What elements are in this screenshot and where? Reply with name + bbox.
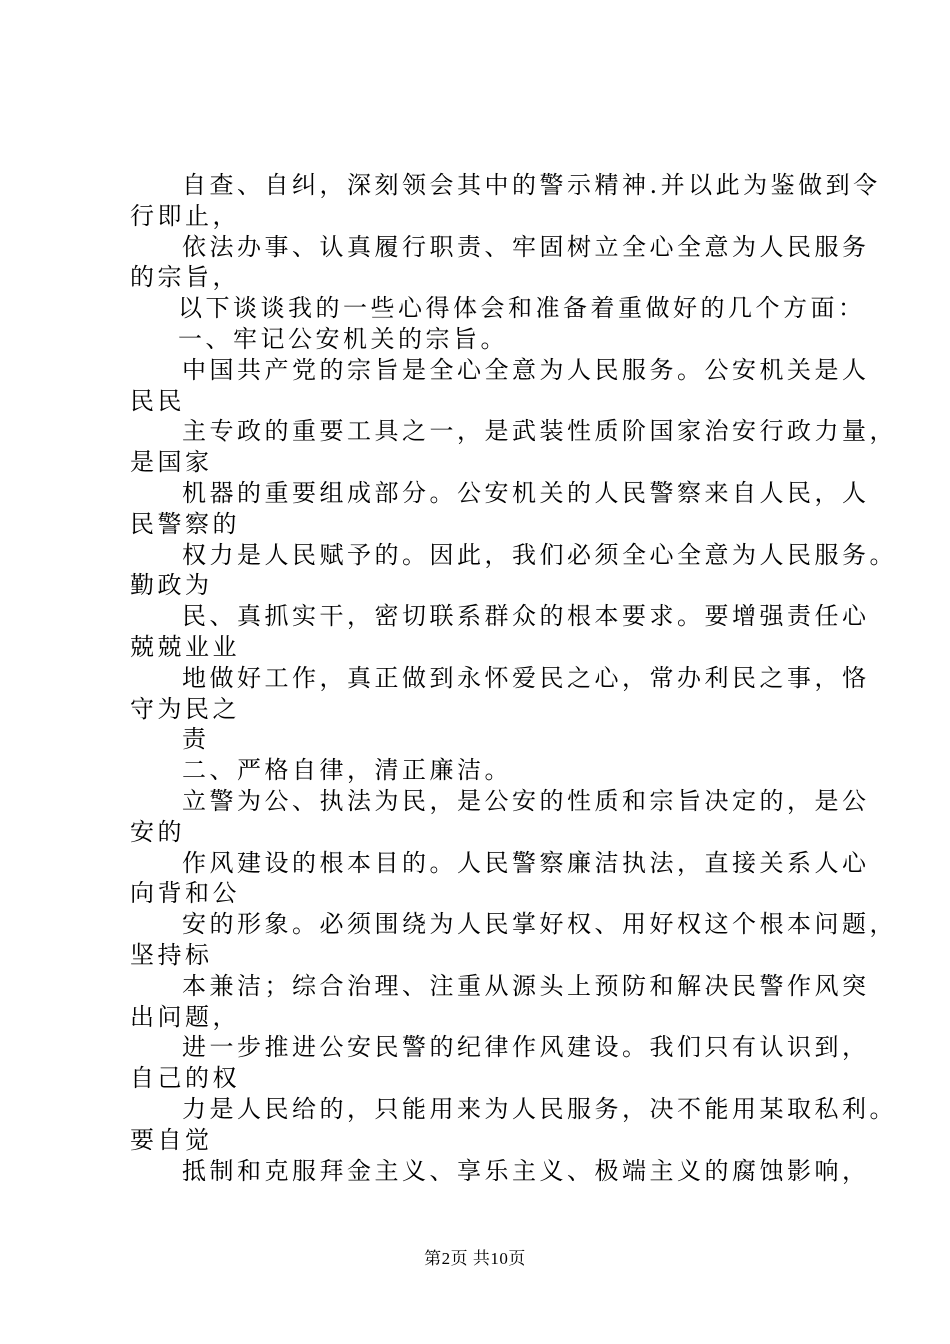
text-line: 的宗旨，	[130, 263, 240, 292]
text-line: 责	[182, 725, 210, 754]
text-line: 中国共产党的宗旨是全心全意为人民服务。公安机关是人	[182, 355, 870, 384]
text-line: 要自觉	[130, 1125, 213, 1154]
text-line: 权力是人民赋予的。因此，我们必须全心全意为人民服务。	[182, 540, 897, 569]
text-line: 民、真抓实干，密切联系群众的根本要求。要增强责任心	[182, 602, 870, 631]
text-line: 守为民之	[130, 694, 240, 723]
text-line: 作风建设的根本目的。人民警察廉洁执法，直接关系人心	[182, 848, 870, 877]
text-line: 自己的权	[130, 1064, 240, 1093]
text-line: 行即止，	[130, 201, 240, 230]
text-line: 依法办事、认真履行职责、牢固树立全心全意为人民服务	[182, 232, 870, 261]
text-line: 民警察的	[130, 509, 240, 538]
text-line: 自查、自纠，深刻领会其中的警示精神.并以此为鉴做到令	[182, 171, 881, 199]
text-line: 机器的重要组成部分。公安机关的人民警察来自人民，人	[182, 478, 870, 507]
text-line: 是国家	[130, 448, 213, 477]
text-line: 抵制和克服拜金主义、享乐主义、极端主义的腐蚀影响，	[182, 1156, 870, 1185]
body-text	[130, 170, 897, 1186]
text-line: 以下谈谈我的一些心得体会和准备着重做好的几个方面：	[178, 294, 866, 323]
text-line: 勤政为	[130, 571, 213, 600]
text-line: 本兼洁；综合治理、注重从源头上预防和解决民警作风突	[182, 971, 870, 1000]
section-heading: 一、牢记公安机关的宗旨。	[178, 324, 508, 353]
text-line: 向背和公	[130, 879, 240, 908]
text-line: 进一步推进公安民警的纪律作风建设。我们只有认识到，	[182, 1033, 870, 1062]
text-line: 力是人民给的，只能用来为人民服务，决不能用某取私利。	[182, 1094, 897, 1123]
text-line: 安的形象。必须围绕为人民掌好权、用好权这个根本问题，	[182, 910, 897, 939]
text-line: 兢兢业业	[130, 632, 240, 661]
text-line: 坚持标	[130, 940, 213, 969]
text-line: 安的	[130, 817, 185, 846]
text-line: 出问题，	[130, 1002, 240, 1031]
section-heading: 二、严格自律，清正廉洁。	[182, 756, 512, 785]
text-line: 立警为公、执法为民，是公安的性质和宗旨决定的，是公	[182, 786, 870, 815]
text-line: 地做好工作，真正做到永怀爱民之心，常办利民之事，恪	[182, 663, 870, 692]
text-line: 民民	[130, 386, 185, 415]
text-line: 主专政的重要工具之一，是武装性质阶国家治安行政力量，	[182, 417, 897, 446]
page-number-footer: 第2页 共10页	[424, 1249, 526, 1268]
